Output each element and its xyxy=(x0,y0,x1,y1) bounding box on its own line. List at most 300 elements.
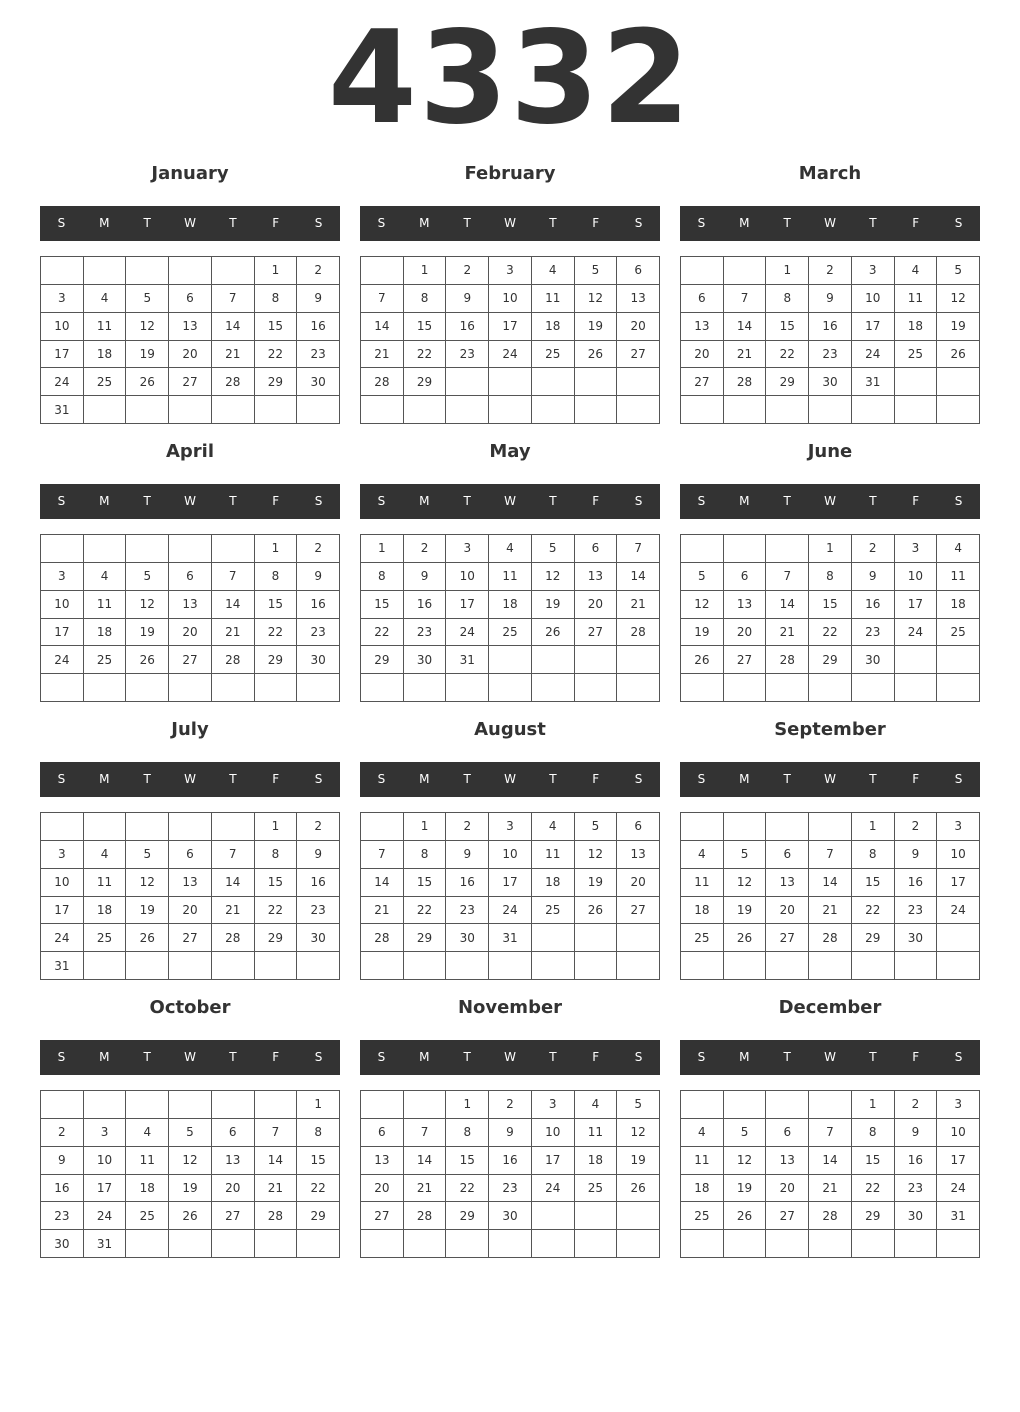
day-grid xyxy=(360,534,660,702)
day-cell: 25 xyxy=(532,897,575,925)
day-cell: 3 xyxy=(84,1119,127,1147)
month-march xyxy=(680,159,980,425)
day-cell: 3 xyxy=(937,813,980,841)
day-grid xyxy=(40,534,340,702)
weekday-header xyxy=(360,206,660,241)
day-cell: 21 xyxy=(617,591,660,619)
day-cell xyxy=(489,952,532,980)
day-cell: 15 xyxy=(809,591,852,619)
day-cell: 14 xyxy=(766,591,809,619)
day-cell: 6 xyxy=(212,1119,255,1147)
day-cell: 5 xyxy=(575,813,618,841)
day-cell: 16 xyxy=(852,591,895,619)
day-cell: 25 xyxy=(681,1202,724,1230)
day-cell xyxy=(297,952,340,980)
day-cell: 5 xyxy=(126,285,169,313)
day-cell: 5 xyxy=(126,563,169,591)
day-cell: 29 xyxy=(766,368,809,396)
day-cell xyxy=(361,813,404,841)
day-cell: 23 xyxy=(895,897,938,925)
day-cell xyxy=(169,396,212,424)
month-name: November xyxy=(457,997,563,1018)
month-june xyxy=(680,437,980,703)
day-cell xyxy=(766,1230,809,1258)
day-cell: 14 xyxy=(724,313,767,341)
day-cell xyxy=(212,674,255,702)
weekday-label: T xyxy=(143,772,151,786)
weekday-label: F xyxy=(912,1050,920,1064)
day-cell: 7 xyxy=(255,1119,298,1147)
day-cell: 14 xyxy=(404,1147,447,1175)
weekday-label: T xyxy=(463,216,471,230)
weekday-label: T xyxy=(549,1050,557,1064)
day-cell: 1 xyxy=(297,1091,340,1119)
day-cell xyxy=(446,1230,489,1258)
year-title: 4332 xyxy=(327,4,693,153)
weekday-label: M xyxy=(739,216,750,230)
day-cell: 20 xyxy=(766,897,809,925)
day-cell: 21 xyxy=(212,341,255,369)
day-cell xyxy=(361,1091,404,1119)
day-cell: 18 xyxy=(895,313,938,341)
weekday-label: M xyxy=(419,1050,430,1064)
day-cell: 10 xyxy=(937,1119,980,1147)
day-cell xyxy=(532,674,575,702)
weekday-label: S xyxy=(57,494,66,508)
day-cell: 1 xyxy=(766,257,809,285)
day-cell: 11 xyxy=(489,563,532,591)
day-cell: 28 xyxy=(809,1202,852,1230)
day-cell xyxy=(489,1230,532,1258)
day-cell: 5 xyxy=(575,257,618,285)
day-cell: 21 xyxy=(212,897,255,925)
day-cell xyxy=(212,813,255,841)
day-cell: 31 xyxy=(41,952,84,980)
day-cell: 12 xyxy=(126,869,169,897)
weekday-header xyxy=(680,484,980,519)
day-cell: 24 xyxy=(446,619,489,647)
day-cell: 22 xyxy=(446,1175,489,1203)
day-cell xyxy=(532,1230,575,1258)
day-cell: 25 xyxy=(489,619,532,647)
weekday-label: F xyxy=(272,1050,280,1064)
day-cell xyxy=(724,257,767,285)
day-cell: 7 xyxy=(617,535,660,563)
month-december xyxy=(680,993,980,1259)
day-cell xyxy=(681,396,724,424)
day-cell: 24 xyxy=(852,341,895,369)
day-cell: 3 xyxy=(41,563,84,591)
weekday-label: S xyxy=(57,772,66,786)
day-cell xyxy=(361,257,404,285)
day-cell: 20 xyxy=(361,1175,404,1203)
day-cell xyxy=(766,1091,809,1119)
day-cell: 10 xyxy=(489,841,532,869)
day-cell: 25 xyxy=(84,368,127,396)
day-cell xyxy=(617,1202,660,1230)
day-cell: 18 xyxy=(681,897,724,925)
day-cell: 25 xyxy=(895,341,938,369)
day-cell xyxy=(617,368,660,396)
day-cell xyxy=(446,674,489,702)
day-cell: 15 xyxy=(361,591,404,619)
weekday-label: W xyxy=(824,494,836,508)
month-name: July xyxy=(171,719,209,740)
day-cell: 20 xyxy=(169,897,212,925)
day-cell: 31 xyxy=(937,1202,980,1230)
day-cell xyxy=(404,674,447,702)
month-name: September xyxy=(774,719,886,740)
day-cell xyxy=(126,257,169,285)
day-cell: 24 xyxy=(489,341,532,369)
day-cell: 21 xyxy=(255,1175,298,1203)
day-cell: 6 xyxy=(361,1119,404,1147)
day-cell: 14 xyxy=(361,869,404,897)
day-cell: 23 xyxy=(404,619,447,647)
day-cell: 22 xyxy=(361,619,404,647)
day-cell xyxy=(169,257,212,285)
weekday-label: M xyxy=(419,494,430,508)
day-cell xyxy=(895,952,938,980)
day-cell: 18 xyxy=(681,1175,724,1203)
weekday-label: F xyxy=(592,772,600,786)
day-cell: 23 xyxy=(446,341,489,369)
day-cell: 1 xyxy=(446,1091,489,1119)
day-cell xyxy=(937,1230,980,1258)
day-cell: 12 xyxy=(532,563,575,591)
day-cell: 12 xyxy=(126,591,169,619)
day-cell: 22 xyxy=(852,897,895,925)
day-cell: 8 xyxy=(852,841,895,869)
day-cell: 18 xyxy=(575,1147,618,1175)
day-cell: 4 xyxy=(84,285,127,313)
day-cell: 6 xyxy=(681,285,724,313)
day-cell xyxy=(617,646,660,674)
day-cell xyxy=(895,674,938,702)
day-cell: 6 xyxy=(575,535,618,563)
day-cell: 31 xyxy=(41,396,84,424)
month-january xyxy=(40,159,340,425)
day-cell xyxy=(575,368,618,396)
day-cell xyxy=(212,1230,255,1258)
day-cell: 23 xyxy=(489,1175,532,1203)
day-cell xyxy=(446,396,489,424)
day-cell xyxy=(724,952,767,980)
weekday-label: T xyxy=(463,1050,471,1064)
weekday-label: S xyxy=(314,494,323,508)
day-cell xyxy=(84,257,127,285)
day-cell: 26 xyxy=(724,924,767,952)
day-cell xyxy=(895,646,938,674)
weekday-label: T xyxy=(783,772,791,786)
day-cell: 22 xyxy=(255,897,298,925)
weekday-label: S xyxy=(377,772,386,786)
day-cell: 15 xyxy=(255,869,298,897)
day-cell: 3 xyxy=(852,257,895,285)
day-cell: 27 xyxy=(169,924,212,952)
weekday-header xyxy=(360,484,660,519)
day-cell: 5 xyxy=(532,535,575,563)
day-cell: 2 xyxy=(895,813,938,841)
day-cell: 22 xyxy=(255,341,298,369)
day-cell: 2 xyxy=(297,257,340,285)
weekday-label: S xyxy=(954,1050,963,1064)
weekday-label: W xyxy=(824,216,836,230)
day-cell: 6 xyxy=(169,841,212,869)
weekday-label: F xyxy=(912,772,920,786)
day-cell xyxy=(169,535,212,563)
day-cell xyxy=(41,674,84,702)
month-name: May xyxy=(489,441,531,462)
day-cell: 21 xyxy=(809,897,852,925)
day-cell: 30 xyxy=(895,1202,938,1230)
weekday-header xyxy=(360,762,660,797)
day-cell: 29 xyxy=(361,646,404,674)
weekday-label: F xyxy=(912,494,920,508)
day-cell xyxy=(532,396,575,424)
day-cell xyxy=(681,674,724,702)
day-cell: 11 xyxy=(126,1147,169,1175)
weekday-label: S xyxy=(377,216,386,230)
day-cell: 2 xyxy=(404,535,447,563)
month-name: October xyxy=(149,997,231,1018)
day-cell: 10 xyxy=(41,869,84,897)
day-cell xyxy=(41,813,84,841)
day-cell: 2 xyxy=(895,1091,938,1119)
day-cell: 29 xyxy=(255,646,298,674)
day-cell: 8 xyxy=(297,1119,340,1147)
day-cell xyxy=(255,952,298,980)
day-cell xyxy=(724,674,767,702)
day-cell xyxy=(169,1230,212,1258)
day-cell: 18 xyxy=(532,313,575,341)
day-cell: 26 xyxy=(681,646,724,674)
weekday-label: T xyxy=(143,494,151,508)
day-cell: 13 xyxy=(766,869,809,897)
day-cell: 26 xyxy=(724,1202,767,1230)
day-cell: 22 xyxy=(297,1175,340,1203)
weekday-header xyxy=(680,762,980,797)
day-cell xyxy=(84,1091,127,1119)
weekday-label: S xyxy=(697,494,706,508)
weekday-label: W xyxy=(824,772,836,786)
day-cell: 15 xyxy=(852,1147,895,1175)
weekday-label: S xyxy=(314,1050,323,1064)
day-cell: 2 xyxy=(852,535,895,563)
day-cell: 16 xyxy=(297,591,340,619)
day-cell: 27 xyxy=(766,1202,809,1230)
day-cell: 15 xyxy=(255,591,298,619)
weekday-label: T xyxy=(549,494,557,508)
day-cell: 31 xyxy=(446,646,489,674)
day-cell: 11 xyxy=(681,1147,724,1175)
weekday-label: S xyxy=(954,494,963,508)
day-cell: 2 xyxy=(489,1091,532,1119)
weekday-label: M xyxy=(739,1050,750,1064)
weekday-label: F xyxy=(592,1050,600,1064)
day-cell: 28 xyxy=(255,1202,298,1230)
month-name: December xyxy=(778,997,882,1018)
weekday-label: F xyxy=(272,772,280,786)
day-cell: 13 xyxy=(361,1147,404,1175)
day-cell xyxy=(575,396,618,424)
day-cell xyxy=(852,396,895,424)
day-cell: 3 xyxy=(937,1091,980,1119)
day-cell: 7 xyxy=(809,1119,852,1147)
day-cell: 27 xyxy=(617,897,660,925)
day-cell: 10 xyxy=(41,313,84,341)
month-name: January xyxy=(151,163,229,184)
day-cell: 7 xyxy=(404,1119,447,1147)
day-cell: 26 xyxy=(169,1202,212,1230)
day-cell: 28 xyxy=(404,1202,447,1230)
day-cell xyxy=(724,396,767,424)
day-cell: 15 xyxy=(297,1147,340,1175)
day-cell: 11 xyxy=(84,591,127,619)
day-cell: 17 xyxy=(895,591,938,619)
day-cell: 6 xyxy=(169,563,212,591)
month-february xyxy=(360,159,660,425)
day-cell xyxy=(126,1230,169,1258)
day-cell: 3 xyxy=(532,1091,575,1119)
day-cell xyxy=(169,813,212,841)
day-cell: 16 xyxy=(809,313,852,341)
weekday-label: W xyxy=(504,216,516,230)
day-cell xyxy=(361,674,404,702)
weekday-label: S xyxy=(697,216,706,230)
day-cell: 8 xyxy=(446,1119,489,1147)
day-cell xyxy=(126,813,169,841)
day-cell: 21 xyxy=(724,341,767,369)
day-cell: 18 xyxy=(532,869,575,897)
day-cell: 26 xyxy=(617,1175,660,1203)
day-cell: 30 xyxy=(852,646,895,674)
day-cell: 16 xyxy=(895,869,938,897)
day-cell xyxy=(724,813,767,841)
day-cell: 28 xyxy=(361,368,404,396)
day-cell xyxy=(809,813,852,841)
weekday-header xyxy=(40,206,340,241)
weekday-label: T xyxy=(783,216,791,230)
day-cell: 27 xyxy=(766,924,809,952)
day-cell xyxy=(681,813,724,841)
day-cell xyxy=(446,368,489,396)
day-cell xyxy=(169,952,212,980)
day-cell: 8 xyxy=(255,841,298,869)
day-cell: 18 xyxy=(126,1175,169,1203)
day-cell: 29 xyxy=(852,1202,895,1230)
day-grid xyxy=(680,256,980,424)
day-cell: 20 xyxy=(169,619,212,647)
day-cell: 16 xyxy=(489,1147,532,1175)
day-cell: 24 xyxy=(84,1202,127,1230)
month-july xyxy=(40,715,340,981)
day-cell xyxy=(809,952,852,980)
day-cell: 24 xyxy=(937,1175,980,1203)
day-cell: 31 xyxy=(489,924,532,952)
day-cell: 9 xyxy=(446,285,489,313)
day-cell: 27 xyxy=(212,1202,255,1230)
day-cell: 9 xyxy=(297,563,340,591)
weekday-label: F xyxy=(272,494,280,508)
day-cell xyxy=(532,952,575,980)
day-cell: 28 xyxy=(617,619,660,647)
day-cell: 12 xyxy=(681,591,724,619)
day-cell: 20 xyxy=(575,591,618,619)
day-cell xyxy=(617,952,660,980)
day-cell xyxy=(532,646,575,674)
day-cell: 30 xyxy=(895,924,938,952)
day-cell: 26 xyxy=(126,646,169,674)
day-cell: 10 xyxy=(852,285,895,313)
day-cell: 12 xyxy=(724,869,767,897)
weekday-label: T xyxy=(869,1050,877,1064)
day-cell: 1 xyxy=(255,813,298,841)
month-september xyxy=(680,715,980,981)
day-cell: 27 xyxy=(724,646,767,674)
day-cell: 30 xyxy=(446,924,489,952)
day-cell: 8 xyxy=(255,563,298,591)
day-cell xyxy=(41,535,84,563)
day-cell xyxy=(809,1230,852,1258)
day-cell: 8 xyxy=(361,563,404,591)
day-grid xyxy=(40,812,340,980)
day-cell: 17 xyxy=(41,341,84,369)
weekday-header xyxy=(680,206,980,241)
day-cell: 25 xyxy=(84,646,127,674)
day-cell: 10 xyxy=(532,1119,575,1147)
weekday-label: S xyxy=(314,772,323,786)
day-cell xyxy=(809,396,852,424)
day-cell: 23 xyxy=(297,897,340,925)
day-cell xyxy=(212,1091,255,1119)
weekday-label: S xyxy=(954,216,963,230)
day-cell: 10 xyxy=(937,841,980,869)
day-cell: 23 xyxy=(852,619,895,647)
day-cell xyxy=(895,1230,938,1258)
day-cell xyxy=(617,1230,660,1258)
day-cell: 20 xyxy=(617,313,660,341)
day-cell xyxy=(617,674,660,702)
day-grid xyxy=(680,1090,980,1258)
day-cell: 15 xyxy=(404,869,447,897)
day-cell: 14 xyxy=(361,313,404,341)
weekday-label: W xyxy=(824,1050,836,1064)
day-cell: 29 xyxy=(852,924,895,952)
day-grid xyxy=(40,256,340,424)
day-cell xyxy=(255,674,298,702)
day-cell: 28 xyxy=(809,924,852,952)
day-cell: 5 xyxy=(617,1091,660,1119)
day-grid xyxy=(360,812,660,980)
day-cell: 25 xyxy=(126,1202,169,1230)
weekday-label: S xyxy=(634,216,643,230)
day-cell xyxy=(41,1091,84,1119)
day-cell: 18 xyxy=(84,619,127,647)
day-cell xyxy=(212,952,255,980)
day-cell: 26 xyxy=(937,341,980,369)
day-cell xyxy=(575,1230,618,1258)
day-cell: 14 xyxy=(809,1147,852,1175)
day-cell xyxy=(126,396,169,424)
month-name: February xyxy=(464,163,556,184)
day-cell: 3 xyxy=(895,535,938,563)
day-cell: 14 xyxy=(617,563,660,591)
day-cell xyxy=(126,674,169,702)
day-cell xyxy=(532,924,575,952)
month-october xyxy=(40,993,340,1259)
day-cell xyxy=(532,368,575,396)
